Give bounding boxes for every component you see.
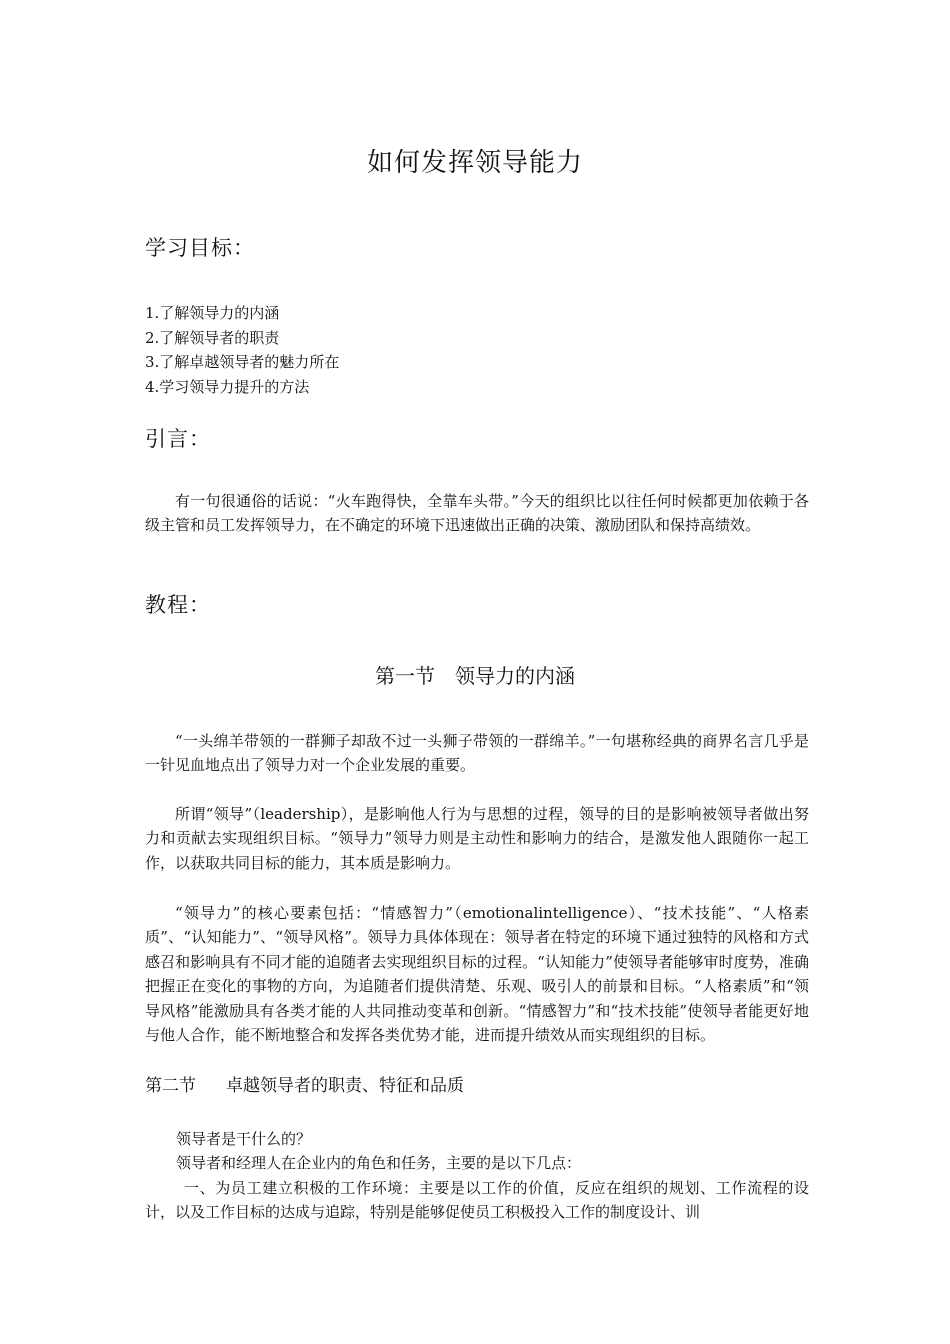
heading-tutorial: 教程： (145, 593, 211, 617)
objective-item: 3.了解卓越领导者的魅力所在 (145, 353, 340, 371)
section2-label: 第二节 (145, 1076, 196, 1096)
intro-paragraph: 有一句很通俗的话说：“火车跑得快，全靠车头带。”今天的组织比以往任何时候都更加依赖于各级主管和员工发挥领导力，在不确定的环境下迅速做出正确的决策、激励团队和保持高绩效。 (145, 492, 809, 535)
section1-paragraph: 所谓“领导”（leadership），是影响他人行为与思想的过程，领导的目的是影响被领导者做出努力和贡献去实现组织目标。“领导力”领导力则是主动性和影响力的结合，是激发他人跟随你一起工作，以获取共同目标的能力，其本质是影响力。 (145, 805, 809, 872)
objective-item: 2.了解领导者的职责 (145, 328, 280, 347)
section2-question: 领导者是干什么的？ (176, 1130, 312, 1148)
section2-title-text: 卓越领导者的职责、特征和品质 (226, 1076, 464, 1096)
objective-item: 1.了解领导力的内涵 (145, 304, 280, 322)
objectives-list (145, 301, 339, 399)
section2-point: 一、为员工建立积极的工作环境：主要是以工作的价值，反应在组织的规划、工作流程的设计，以及工作目标的达成与追踪，特别是能够促使员工积极投入工作的制度设计、训 (145, 1179, 809, 1222)
heading-intro: 引言： (145, 427, 211, 451)
section2-lead: 领导者和经理人在企业内的角色和任务，主要的是以下几点： (176, 1154, 582, 1172)
objective-item: 4.学习领导力提升的方法 (145, 377, 310, 396)
section2-title (145, 1073, 464, 1099)
section1-paragraph: “领导力”的核心要素包括：“情感智力”（emotionalintelligence）、“技术技能”、“人格素质”、“认知能力”、“领导风格”。领导力具体体现在：领导者在特定的环境下通过独特的风格和方式感召和影响具有不同才能的追随者去实现组织目标的过程。“认知能力”使领导者能够审时度势，准确把握正在变化的事物的方向，为追随者们提供清楚、乐观、吸引人的前景和目标。“人格素质”和“领导风格”能激励具有各类才能的人共同推动变革和创新。“情感智力”和“技术技能”使领导者能更好地与他人合作，能不断地整合和发挥各类优势才能，进而提升绩效从而实现组织的目标。 (145, 904, 809, 1045)
section1-paragraph: “一头绵羊带领的一群狮子却敌不过一头狮子带领的一群绵羊。”一句堪称经典的商界名言几乎是一针见血地点出了领导力对一个企业发展的重要。 (145, 732, 809, 775)
heading-objectives: 学习目标： (145, 236, 255, 260)
document-title: 如何发挥领导能力 (366, 148, 583, 178)
section1-title: 第一节 领导力的内涵 (375, 664, 575, 688)
